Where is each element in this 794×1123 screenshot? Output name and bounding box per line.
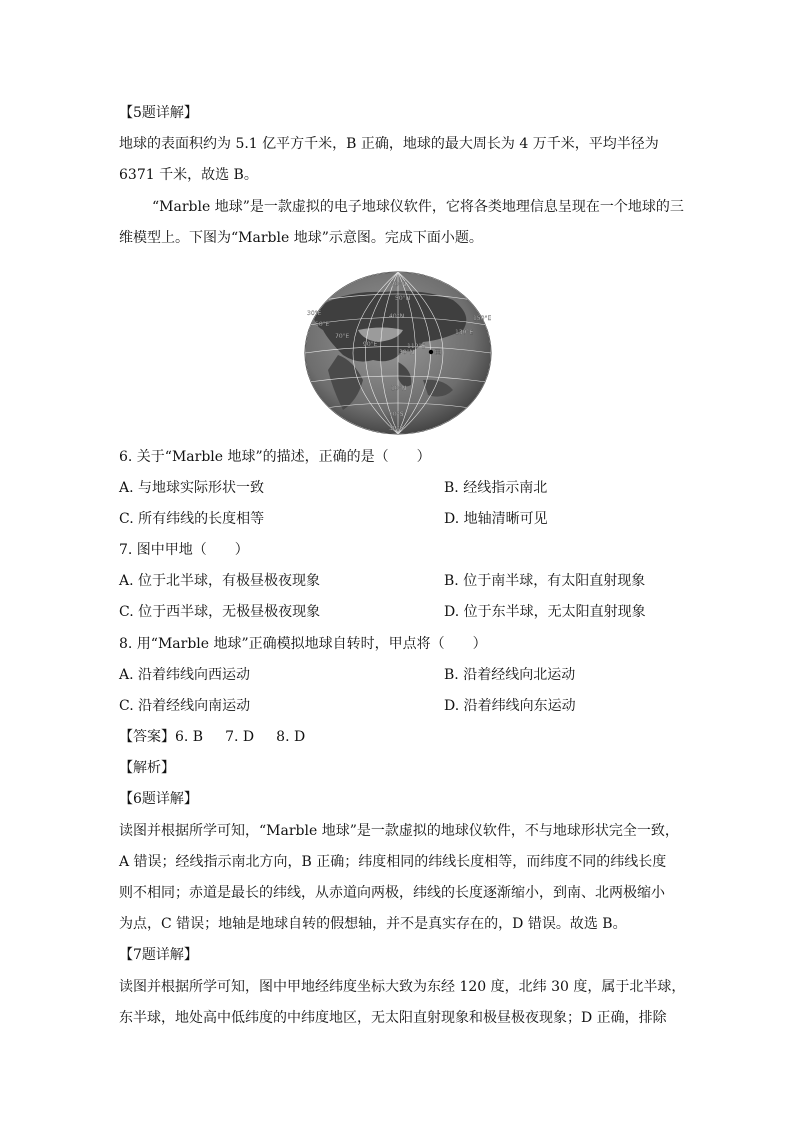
question-6-stem: 6. 关于“Marble 地球”的描述，正确的是（ ）	[119, 449, 431, 465]
q7-line-1: 读图并根据所学可知，图中甲地经纬度坐标大致为东经 120 度，北纬 30 度，属于北半球，	[119, 979, 686, 995]
question-7-option-d: D. 位于东半球，无太阳直射现象	[444, 604, 646, 620]
q5-heading: 【5题详解】	[119, 105, 198, 121]
question-6-option-c: C. 所有纬线的长度相等	[119, 511, 265, 527]
question-7-option-a: A. 位于北半球，有极昼极夜现象	[119, 573, 321, 589]
question-7-option-b: B. 位于南半球，有太阳直射现象	[444, 573, 646, 589]
analysis-label: 【解析】	[119, 760, 175, 776]
question-7-option-c: C. 位于西半球，无极昼极夜现象	[119, 604, 321, 620]
label-30n: 30°N	[399, 349, 415, 356]
label-10n: 10°N	[391, 385, 407, 392]
label-jia: 甲	[434, 349, 442, 358]
q6-heading: 【6题详解】	[119, 791, 198, 807]
label-150e: 150°E	[473, 315, 492, 322]
label-40n: 40°N	[389, 313, 405, 320]
label-110e: 110°E	[407, 343, 426, 350]
answer-line	[119, 727, 327, 747]
label-70e: 70°E	[335, 333, 350, 340]
label-30s: 30°S	[389, 425, 404, 432]
q6-line-1: 读图并根据所学可知，“Marble 地球”是一款虚拟的地球仪软件，不与地球形状完全一致，	[119, 823, 679, 839]
q6-line-2: A 错误；经线指示南北方向，B 正确；纬度相同的纬线长度相等，而纬度不同的纬线长度	[119, 854, 667, 870]
question-8-option-a: A. 沿着纬线向西运动	[119, 667, 251, 683]
marble-globe-figure	[303, 270, 493, 436]
q5-text-line-1: 地球的表面积约为 5.1 亿平方千米，B 正确，地球的最大周长为 4 万千米，平均半径为	[119, 136, 659, 152]
label-90e: 90°E	[363, 341, 378, 348]
answer-label: 【答案】	[119, 729, 175, 745]
question-6-option-b: B. 经线指示南北	[444, 480, 548, 496]
question-8-stem: 8. 用“Marble 地球”正确模拟地球自转时，甲点将（ ）	[119, 636, 487, 652]
q6-line-3: 则不相同；赤道是最长的纬线，从赤道向两极，纬线的长度逐渐缩小，到南、北两极缩小	[119, 885, 665, 901]
question-7-stem: 7. 图中甲地（ ）	[119, 542, 249, 558]
q7-heading: 【7题详解】	[119, 947, 198, 963]
label-50n: 50°N	[395, 295, 411, 302]
answer-6: 6. B	[175, 729, 204, 745]
question-8-option-d: D. 沿着纬线向东运动	[444, 698, 576, 714]
answer-7: 7. D	[225, 729, 255, 745]
question-6-option-a: A. 与地球实际形状一致	[119, 480, 265, 496]
globe-image	[303, 270, 493, 436]
label-130e: 130°E	[455, 329, 474, 336]
question-8-option-c: C. 沿着经线向南运动	[119, 698, 251, 714]
answer-8: 8. D	[276, 729, 306, 745]
label-30e: 30°E	[307, 310, 322, 317]
q7-line-2: 东半球，地处高中低纬度的中纬度地区，无太阳直射现象和极昼极夜现象；D 正确，排除	[119, 1010, 667, 1026]
label-10s: 10°S	[389, 411, 404, 418]
label-50e: 50°E	[315, 321, 330, 328]
intro-line-2: 维模型上。下图为“Marble 地球”示意图。完成下面小题。	[119, 230, 483, 246]
intro-line-1: “Marble 地球”是一款虚拟的电子地球仪软件，它将各类地理信息呈现在一个地球的三	[152, 199, 684, 215]
label-70n: 70°N	[391, 281, 407, 288]
question-6-option-d: D. 地轴清晰可见	[444, 511, 548, 527]
question-8-option-b: B. 沿着经线向北运动	[444, 667, 576, 683]
q6-line-4: 为点，C 错误；地轴是地球自转的假想轴，并不是真实存在的，D 错误。故选 B。	[119, 916, 627, 932]
q5-text-line-2: 6371 千米，故选 B。	[119, 167, 258, 183]
